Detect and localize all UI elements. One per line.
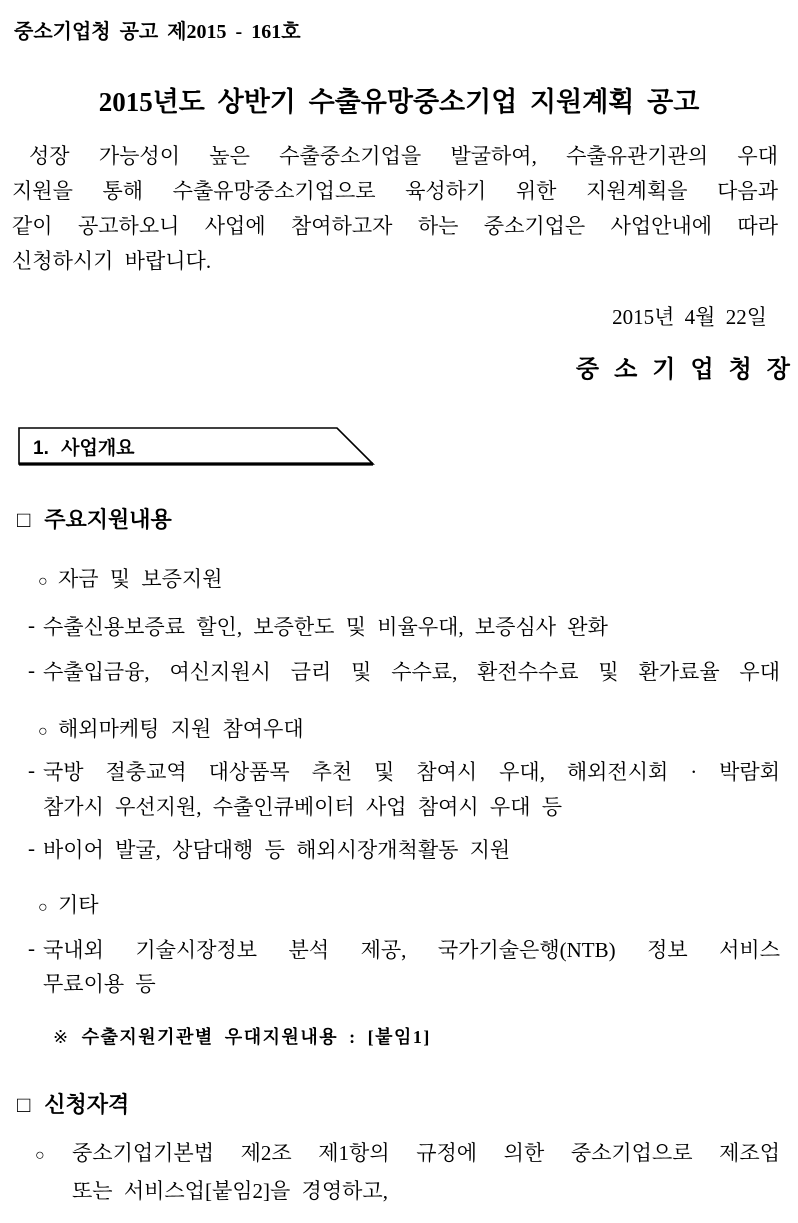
reference-mark-icon: ※: [53, 1027, 70, 1047]
document-title: 2015년도 상반기 수출유망중소기업 지원계획 공고: [98, 87, 700, 117]
intro-paragraph: [12, 139, 778, 279]
dash-bullet-icon: -: [28, 658, 35, 682]
attachment-note-text: 수출지원기관별 우대지원내용 : [붙임1]: [81, 1027, 431, 1047]
eligibility-heading-label: 신청자격: [44, 1092, 130, 1117]
marketing-dash2: 바이어 발굴, 상담대행 등 해외시장개척활동 지원: [43, 838, 511, 862]
square-bullet-icon: □: [17, 507, 31, 532]
attachment-note: [53, 1023, 431, 1049]
intro-line: 신청하시기 바랍니다.: [12, 249, 212, 273]
list-item: [0, 610, 780, 645]
list-item: [0, 933, 780, 1001]
intro-line: 성장 가능성이 높은 수출중소기업을 발굴하여, 수출유관기관의 우대: [29, 144, 778, 168]
etc-dash1-line1: 국내외 기술시장정보 분석 제공, 국가기술은행(NTB) 정보 서비스: [43, 938, 780, 962]
marketing-dash1-line2: 참가시 우선지원, 수출인큐베이터 사업 참여시 우대 등: [43, 795, 563, 819]
announcement-date: 2015년 4월 22일: [612, 305, 767, 329]
etc-title: 기타: [58, 893, 99, 917]
dash-bullet-icon: -: [28, 836, 35, 860]
dash-bullet-icon: -: [28, 613, 35, 637]
signer-title: 중 소 기 업 청 장: [575, 357, 790, 383]
list-item: [0, 755, 780, 825]
square-bullet-icon: □: [17, 1092, 31, 1117]
intro-line: 지원을 통해 수출유망중소기업으로 육성하기 위한 지원계획을 다음과: [12, 179, 778, 203]
eligibility-heading: [17, 1088, 129, 1119]
marketing-title: 해외마케팅 지원 참여우대: [58, 717, 304, 741]
list-item: [0, 888, 780, 923]
dash-bullet-icon: -: [28, 936, 35, 960]
list-item: [0, 1134, 780, 1210]
eligibility-item-line2: 또는 서비스업[붙임2]을 경영하고,: [72, 1179, 388, 1203]
intro-line: 같이 공고하오니 사업에 참여하고자 하는 중소기업은 사업안내에 따라: [12, 214, 778, 238]
etc-dash1-line2: 무료이용 등: [43, 972, 156, 996]
circle-bullet-icon: ○: [35, 1147, 45, 1164]
support-heading-label: 주요지원내용: [44, 507, 172, 532]
list-item: [0, 833, 780, 868]
circle-bullet-icon: ○: [38, 723, 48, 740]
funding-dash1: 수출신용보증료 할인, 보증한도 및 비율우대, 보증심사 완화: [43, 615, 608, 639]
list-item: [0, 655, 780, 690]
support-heading: [17, 503, 172, 534]
funding-title: 자금 및 보증지원: [58, 567, 223, 591]
section1-heading: 1. 사업개요: [33, 438, 135, 459]
marketing-dash1-line1: 국방 절충교역 대상품목 추천 및 참여시 우대, 해외전시회 · 박람회: [43, 760, 780, 784]
notice-number: 중소기업청 공고 제2015 - 161호: [14, 21, 301, 43]
circle-bullet-icon: ○: [38, 573, 48, 590]
circle-bullet-icon: ○: [38, 899, 48, 916]
funding-dash2: 수출입금융, 여신지원시 금리 및 수수료, 환전수수료 및 환가료율 우대: [43, 660, 780, 684]
list-item: [0, 562, 780, 597]
list-item: [0, 712, 780, 747]
dash-bullet-icon: -: [28, 758, 35, 782]
eligibility-item-line1: 중소기업기본법 제2조 제1항의 규정에 의한 중소기업으로 제조업: [72, 1141, 780, 1165]
